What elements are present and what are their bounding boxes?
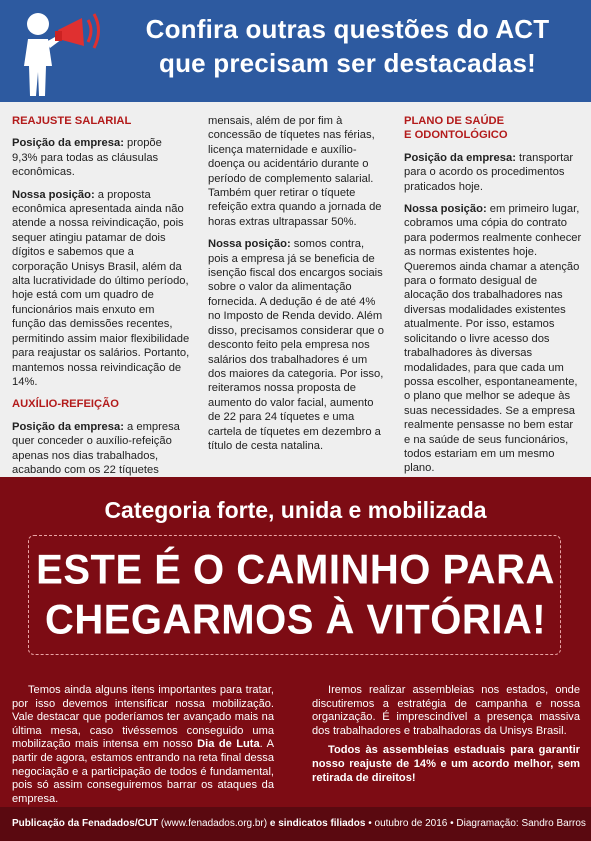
paragraph <box>312 744 580 785</box>
text: mensais, além de por fim à concessão de tíquetes nas férias, licença maternidade e auxílio-doença ou acidentário durante o período de complemento salarial. Também quer retirar o tíquete refeição extra quando a jornada de horas extras ultrapassar 50%. <box>208 115 382 228</box>
footer-affiliates: e sindicatos filiados <box>269 818 366 829</box>
text: somos contra, pois a empresa já se beneficia de isenção fiscal dos encargos sociais sobre o valor da alimentação fornecida. A dedução é de até 4% no Imposto de Renda devido. Além disso, precisamos considerar que o desconto feito pela empresa nos salários dos trabalhadores é um dos maiores da categoria. Por isso, reiteramos nossa proposta de aumento do valor facial, aumento de 22 para 24 tíquetes e uma cartela de tíquetes em dezembro a título de cesta natalina. <box>208 238 384 452</box>
footer <box>0 807 591 841</box>
text: em primeiro lugar, cobramos uma cópia do contrato para podermos realmente conhecer as normas existentes hoje. Queremos ainda chamar a atenção para o formato desigual de alocação dos trabalhadores nas diversas modalidades existentes atualmente. Por isso, estamos solicitando o livre acesso dos trabalhadores às diversas modalidades, para que cada um possa escolher, espontaneamente, o plano que melhor se adeque às suas necessidades. Se a empresa realmente pensasse no bem estar e na saúde de seus funcionários, todos estariam em um mesmo plano. <box>404 203 582 475</box>
paragraph <box>208 237 386 453</box>
slogan-box <box>28 535 561 655</box>
footer-text: • outubro de 2016 • Diagramação: Sandro Barros <box>365 818 586 829</box>
banner-right-text <box>312 684 580 791</box>
text: a empresa quer conceder o auxílio-refeição apenas nos dias trabalhados, acabando com os 22 tíquetes <box>12 420 180 476</box>
column-plano-saude <box>404 114 582 484</box>
text: transportar para o acordo os procedimentos praticados hoje. <box>404 151 574 193</box>
section-heading-auxilio: AUXÍLIO-REFEIÇÃO <box>12 398 119 411</box>
text: Temos ainda alguns itens importantes para tratar, por isso devemos intensificar nossa mobilização. Vale destacar que poderíamos ter avançado mais na última mesa, caso tivéssemos conseguido uma mobilização mais intensa em nosso <box>12 684 274 751</box>
bold-text: Dia de Luta <box>197 738 260 751</box>
slogan-line-2: CHEGARMOS À VITÓRIA! <box>44 596 547 644</box>
paragraph <box>312 684 580 738</box>
label: Nossa posição: <box>12 188 95 201</box>
title-line-2: que precisam ser destacadas! <box>158 48 536 78</box>
header-bar <box>0 0 591 102</box>
column-reajuste <box>12 114 190 485</box>
banner-left-text <box>12 684 274 812</box>
heading-line-1: PLANO DE SAÚDE <box>404 115 505 127</box>
section-heading-reajuste: REAJUSTE SALARIAL <box>12 115 132 127</box>
paragraph <box>404 202 582 476</box>
bold-text: Todos às assembleias estaduais para garantir nosso reajuste de 14% e um acordo melhor, sem retirada de direitos! <box>312 744 580 784</box>
label: Posição da empresa: <box>12 137 124 150</box>
paragraph <box>404 151 582 194</box>
paragraph <box>12 136 190 179</box>
content-columns <box>0 102 591 477</box>
heading-line-2: E ODONTOLÓGICO <box>404 129 508 142</box>
megaphone-person-icon <box>8 6 103 98</box>
footer-publisher: Publicação da Fenadados/CUT <box>12 818 159 829</box>
label: Nossa posição: <box>208 238 291 251</box>
label: Posição da empresa: <box>12 420 124 433</box>
text: Iremos realizar assembleias nos estados, onde discutiremos a estratégia de campanha e nossa organização. É imprescindível a presença massiva dos trabalhadores e trabalhadoras da Unisys Brasil. <box>312 684 580 737</box>
text: propõe 9,3% para todas as cláusulas econômicas. <box>12 137 162 179</box>
footer-text: (www.fenadados.org.br) <box>158 818 270 829</box>
text: . A partir de agora, estamos entrando na reta final dessa negociação e a participação de todos é fundamental, pois só assim conseguiremos barrar os ataques da empresa. <box>12 738 275 805</box>
paragraph <box>12 188 190 390</box>
paragraph <box>208 114 386 229</box>
page-title <box>104 12 591 80</box>
banner-subtitle: Categoria forte, unida e mobilizada <box>104 497 487 523</box>
paragraph <box>12 420 190 478</box>
label: Posição da empresa: <box>404 151 516 164</box>
section-heading-plano <box>404 114 582 143</box>
paragraph <box>12 684 274 806</box>
text: a proposta econômica apresentada ainda não atende a nossa reivindicação, pois sequer atingiu patamar de dois dígitos e sabemos que a corporação Unisys Brasil, além da alta lucratividade do último período, hoje está com um quadro de funcionários mais enxuto em função das demissões recentes, permitindo assim maior flexibilidade para reajustar os salários. Portanto, mantemos nossa reivindicação de 14%. <box>12 188 190 388</box>
slogan-line-1: ESTE É O CAMINHO PARA <box>36 546 555 594</box>
column-auxilio-cont <box>208 114 386 461</box>
mobilization-banner <box>0 477 591 807</box>
label: Nossa posição: <box>404 203 487 216</box>
title-line-1: Confira outras questões do ACT <box>145 14 550 44</box>
